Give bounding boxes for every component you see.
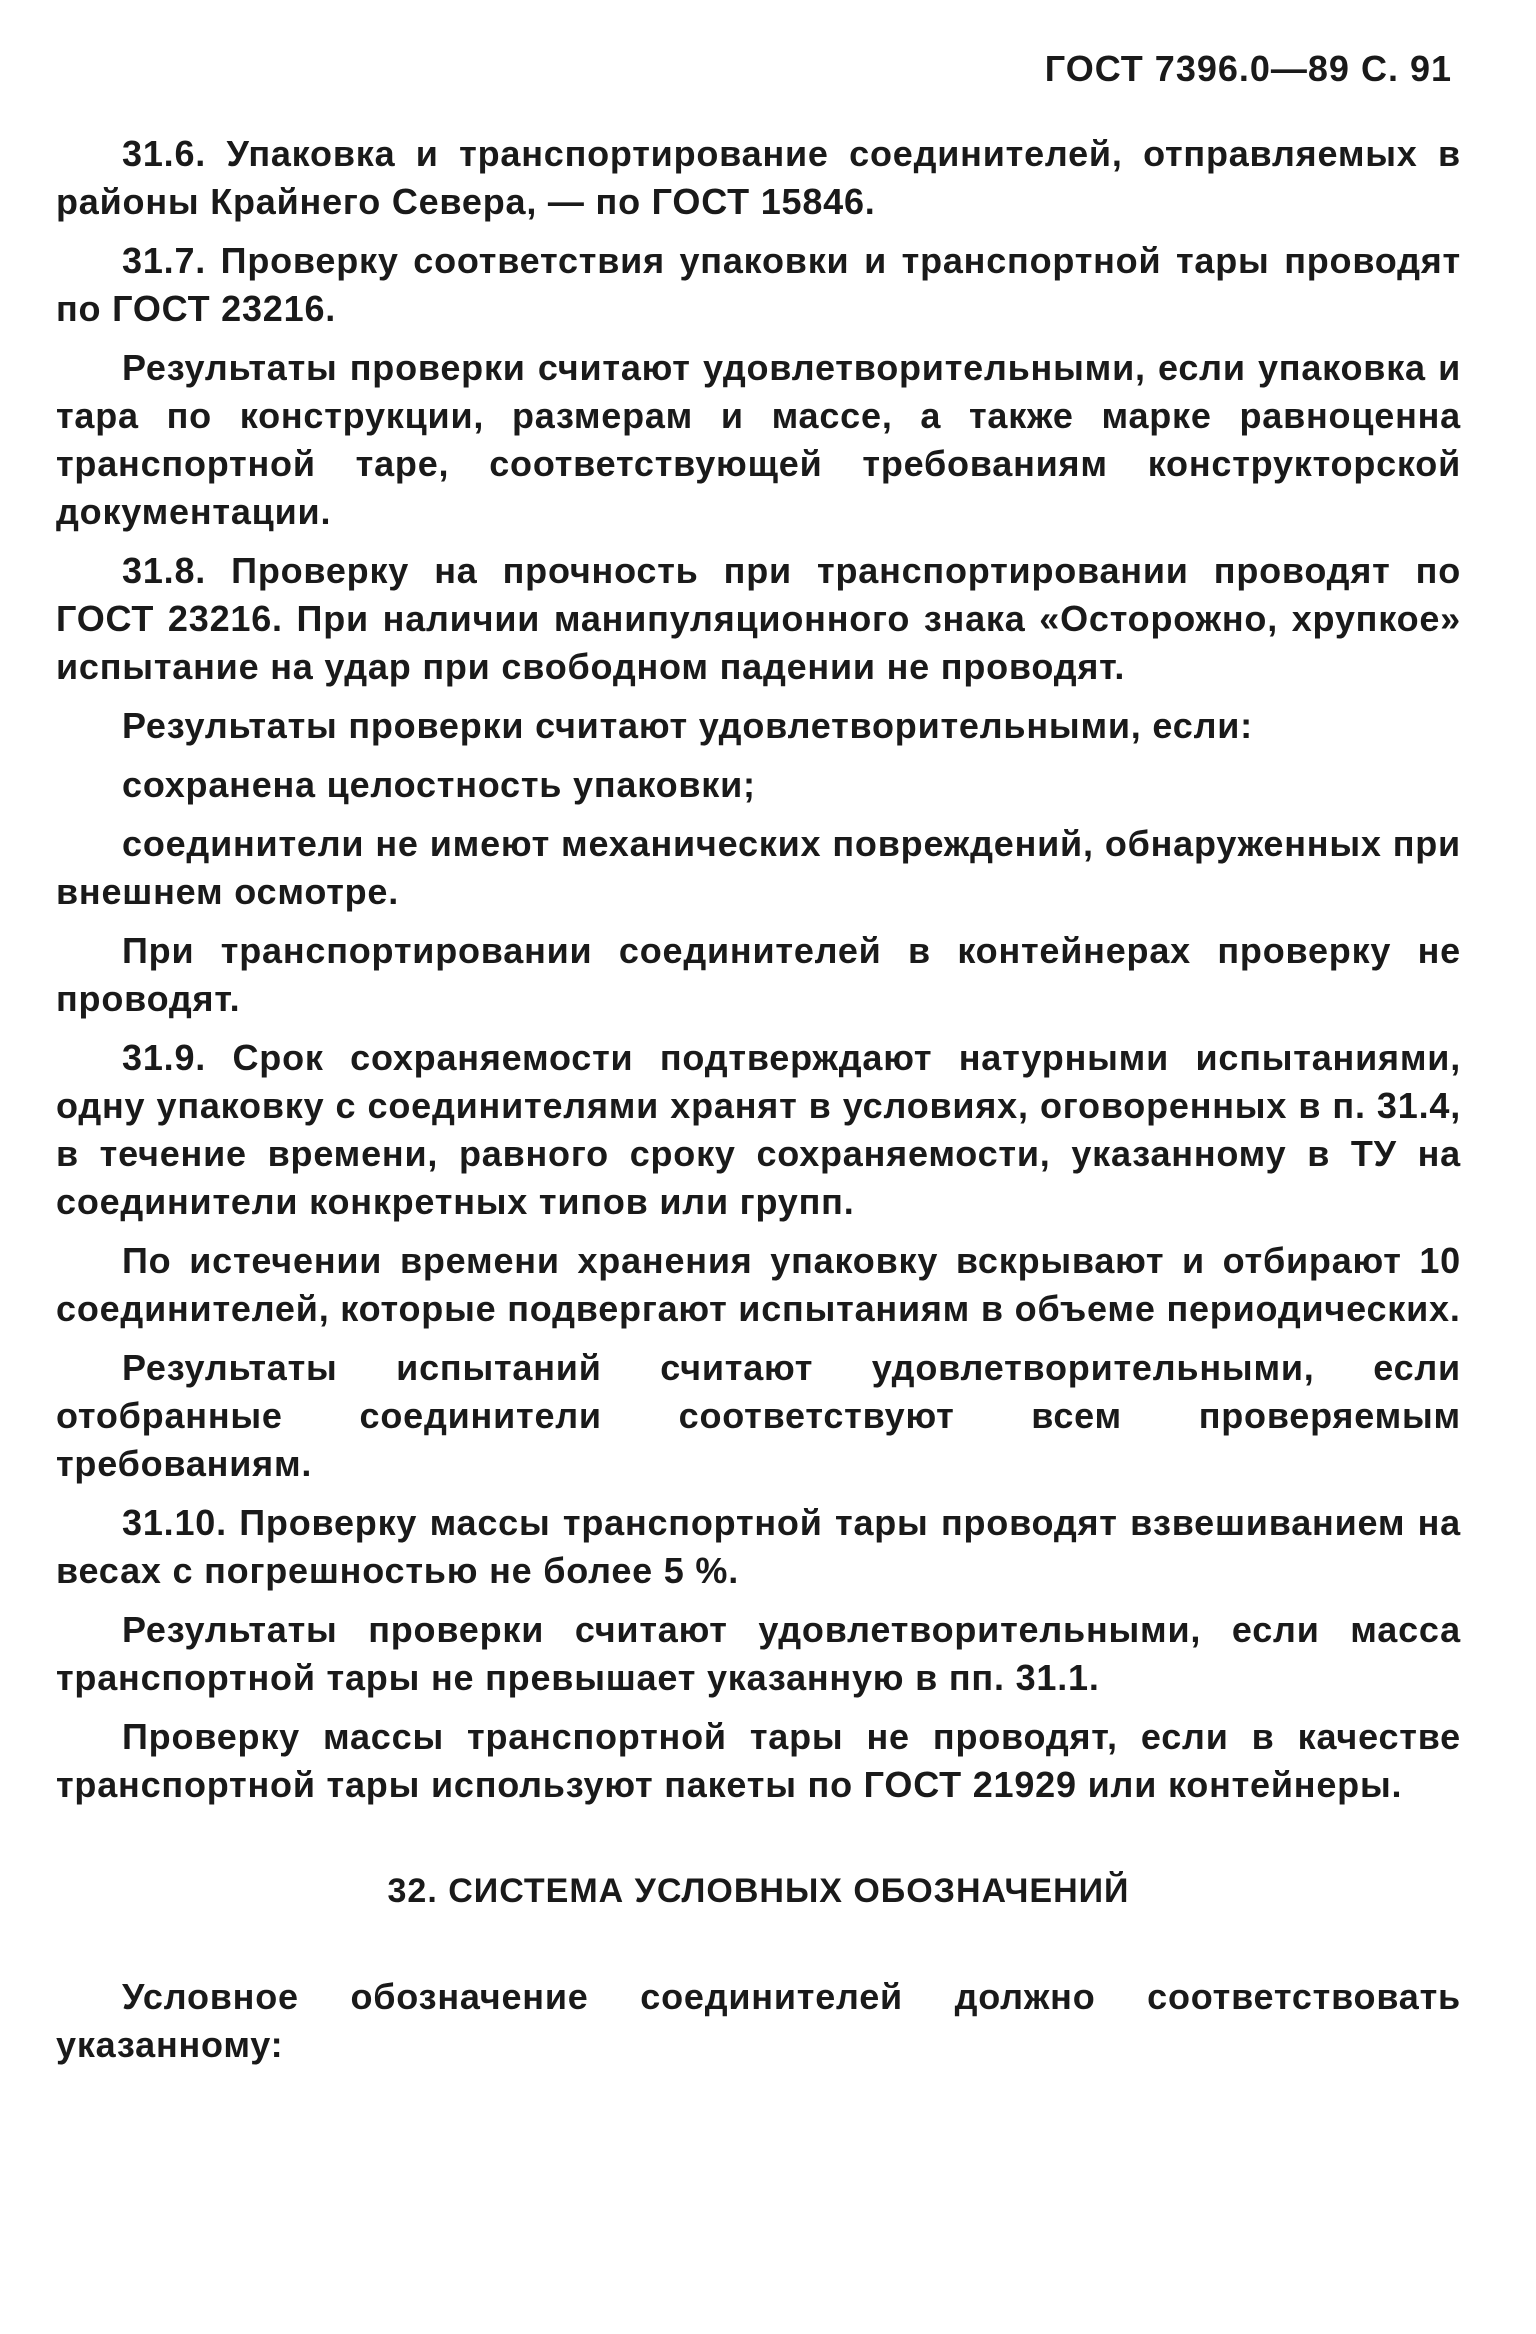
paragraph-31-8: 31.8. Проверку на прочность при транспортировании проводят по ГОСТ 23216. При наличии манипуляционного знака «Осторожно, хрупкое» испытание на удар при свободном падении не проводят. <box>56 550 1461 687</box>
document-body <box>56 130 1461 2080</box>
paragraph-32-intro: Условное обозначение соединителей должно соответствовать указанному: <box>56 1976 1461 2065</box>
paragraph-31-7-results: Результаты проверки считают удовлетворительными, если упаковка и тара по конструкции, размерам и массе, а также марке равноценна транспортной таре, соответствующей требованиям конструкторской документации. <box>56 347 1461 532</box>
paragraph-31-7: 31.7. Проверку соответствия упаковки и транспортной тары проводят по ГОСТ 23216. <box>56 240 1461 329</box>
paragraph-31-8-containers: При транспортировании соединителей в контейнерах проверку не проводят. <box>56 930 1461 1019</box>
paragraph-31-10-results: Результаты проверки считают удовлетворительными, если масса транспортной тары не превышает указанную в пп. 31.1. <box>56 1609 1461 1698</box>
paragraph-31-9-storage: По истечении времени хранения упаковку вскрывают и отбирают 10 соединителей, которые подвергают испытаниям в объеме периодических. <box>56 1240 1461 1329</box>
section-title: 32. СИСТЕМА УСЛОВНЫХ ОБОЗНАЧЕНИЙ <box>387 1872 1130 1910</box>
paragraph-31-6: 31.6. Упаковка и транспортирование соединителей, отправляемых в районы Крайнего Севера, — по ГОСТ 15846. <box>56 133 1461 222</box>
paragraph-31-8-condition-2: соединители не имеют механических повреждений, обнаруженных при внешнем осмотре. <box>56 823 1461 912</box>
page-header: ГОСТ 7396.0—89 С. 91 <box>1044 48 1452 89</box>
paragraph-31-8-results: Результаты проверки считают удовлетворительными, если: <box>122 705 1253 746</box>
paragraph-31-8-condition-1: сохранена целостность упаковки; <box>122 764 756 805</box>
paragraph-31-9-results: Результаты испытаний считают удовлетворительными, если отобранные соединители соответствуют всем проверяемым требованиям. <box>56 1347 1461 1484</box>
paragraph-31-10: 31.10. Проверку массы транспортной тары проводят взвешиванием на весах с погрешностью не более 5 %. <box>56 1502 1461 1591</box>
paragraph-31-10-exception: Проверку массы транспортной тары не проводят, если в качестве транспортной тары используют пакеты по ГОСТ 21929 или контейнеры. <box>56 1716 1461 1805</box>
paragraph-31-9: 31.9. Срок сохраняемости подтверждают натурными испытаниями, одну упаковку с соединителями хранят в условиях, оговоренных в п. 31.4, в течение времени, равного сроку сохраняемости, указанному в ТУ на соединители конкретных типов или групп. <box>56 1037 1461 1222</box>
